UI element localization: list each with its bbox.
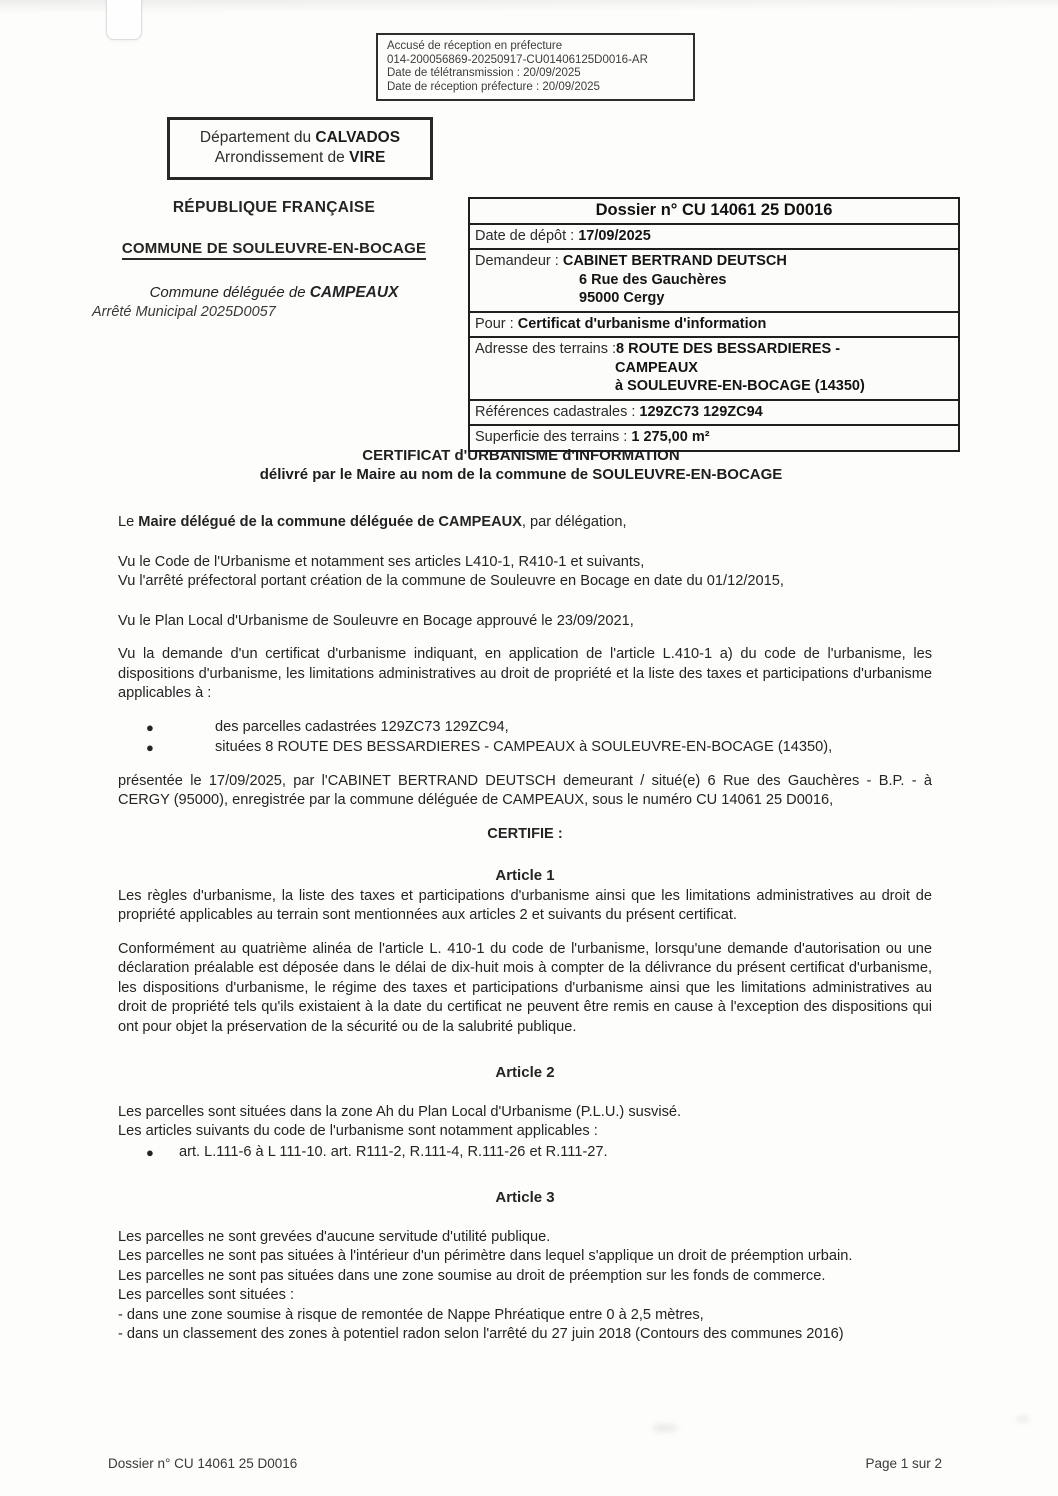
article-3-line-1: Les parcelles ne sont grevées d'aucune servitude d'utilité publique. (118, 1228, 551, 1245)
footer-page-number: Page 1 sur 2 (865, 1456, 942, 1471)
parcel-bullet-list (118, 718, 932, 758)
footer-dossier-number: Dossier n° CU 14061 25 D0016 (108, 1456, 298, 1471)
dossier-row-superficie: Superficie des terrains : 1 275,00 m² (475, 429, 710, 445)
arrondissement-line: Arrondissement de VIRE (214, 149, 386, 166)
commune-title: COMMUNE DE SOULEUVRE-EN-BOCAGE (86, 240, 462, 257)
scan-edge-artifact (0, 0, 1058, 14)
page-footer (108, 1456, 942, 1471)
prefecture-reception-stamp (376, 33, 695, 101)
scan-tab-artifact (106, 0, 142, 40)
title-line-2: délivré par le Maire au nom de la commune de SOULEUVRE-EN-BOCAGE (259, 466, 783, 483)
bullet-item (118, 718, 932, 738)
conformement-paragraph: Conformément au quatrième alinéa de l'article L. 410-1 du code de l'urbanisme, lorsqu'une demande d'autorisation ou une déclaration préalable est déposée dans le délai de dix-huit mois à compter de la délivrance du présent certificat d'urbanisme, les dispositions d'urbanisme, le régime des taxes et participations d'urbanisme ainsi que les limitations administratives au droit de propriété tels qu'ils existaient à la date du certificat ne peuvent être remis en cause à l'exception des dispositions qui ont pour objet la préservation de la sécurité ou de la salubrité publique. (118, 940, 932, 1035)
dossier-number-header: Dossier n° CU 14061 25 D0016 (470, 199, 958, 225)
bullet-item (118, 738, 932, 758)
dossier-row-pour: Pour : Certificat d'urbanisme d'information (470, 313, 958, 339)
article-2-line-1: Les parcelles sont situées dans la zone Ah du Plan Local d'Urbanisme (P.L.U.) susvisé. (118, 1103, 682, 1120)
republique-title: RÉPUBLIQUE FRANÇAISE (172, 199, 376, 216)
article-2-heading: Article 2 (495, 1064, 555, 1081)
certifie-heading: CERTIFIE : (487, 825, 563, 842)
left-header-column (86, 199, 462, 320)
vu-paragraph-4: Vu la demande d'un certificat d'urbanisme indiquant, en application de l'article L.410-1 a) du code de l'urbanisme, les dispositions d'urbanisme, les limitations administratives au droit de propriété et la liste des taxes et participations d'urbanisme applicables à : (118, 646, 932, 701)
reception-line: Date de télétransmission : 20/09/2025 (387, 67, 581, 80)
dossier-table (468, 197, 960, 452)
article-1-heading: Article 1 (495, 867, 555, 884)
dossier-row-demandeur: Demandeur : CABINET BERTRAND DEUTSCH 6 Rue des Gauchères 95000 Cergy (470, 250, 958, 313)
title-line-1: CERTIFICAT d'URBANISME d'INFORMATION (362, 447, 680, 464)
vu-paragraph-2: Vu l'arrêté préfectoral portant création de la commune de Souleuvre en Bocage en date du 01/12/2015, (118, 573, 784, 589)
reception-line: Date de réception préfecture : 20/09/2025 (387, 80, 600, 93)
dossier-row-adresse: Adresse des terrains :8 ROUTE DES BESSARDIERES - CAMPEAUX à SOULEUVRE-EN-BOCAGE (14350) (470, 338, 958, 401)
article-3-heading: Article 3 (495, 1189, 555, 1206)
scan-smudge (1016, 1416, 1030, 1422)
vu-paragraph-1: Vu le Code de l'Urbanisme et notamment ses articles L410-1, R410-1 et suivants, (118, 553, 645, 570)
department-box (167, 117, 433, 180)
bullet-text: des parcelles cadastrées 129ZC73 129ZC94, (215, 718, 509, 735)
reception-reference: 014-200056869-20250917-CU01406125D0016-AR (387, 53, 648, 66)
scan-smudge (652, 1424, 678, 1432)
commune-deleguee-line: Commune déléguée de CAMPEAUX (149, 284, 399, 301)
department-line: Département du CALVADOS (199, 129, 401, 146)
article-3-line-4: Les parcelles sont situées : (118, 1287, 295, 1303)
dossier-row-cadastre: Références cadastrales : 129ZC73 129ZC94 (470, 401, 958, 427)
article-3-line-6: - dans un classement des zones à potentiel radon selon l'arrêté du 27 juin 2018 (Contours des communes 2016) (118, 1326, 844, 1342)
article-2-line-2: Les articles suivants du code de l'urbanisme sont notamment applicables : (118, 1123, 598, 1139)
reception-line: Accusé de réception en préfecture (387, 40, 563, 52)
bullet-icon: ● (146, 740, 154, 755)
article-3-line-2: Les parcelles ne sont pas situées à l'intérieur d'un périmètre dans lequel s'applique un droit de préemption urbain. (118, 1248, 853, 1264)
maire-line: Le Maire délégué de la commune déléguée de CAMPEAUX, par délégation, (118, 514, 627, 530)
document-body (118, 513, 932, 1345)
bullet-text: art. L.111-6 à L 111-10. art. R111-2, R.111-4, R.111-26 et R.111-27. (179, 1143, 608, 1160)
article-1-text: Les règles d'urbanisme, la liste des taxes et participations d'urbanisme ainsi que les limitations administratives au droit de propriété applicables au terrain sont mentionnées aux articles 2 et suivants du présent certificat. (118, 887, 932, 923)
article-3-line-5: - dans une zone soumise à risque de remontée de Nappe Phréatique entre 0 à 2,5 mètres, (118, 1306, 704, 1323)
dossier-row-depot: Date de dépôt : 17/09/2025 (470, 225, 958, 251)
presentee-paragraph: présentée le 17/09/2025, par l'CABINET BERTRAND DEUTSCH demeurant / situé(e) 6 Rue des Gauchères - B.P. - à CERGY (95000), enregistrée par la commune déléguée de CAMPEAUX, sous le numéro CU 14061 25 D0016, (118, 772, 932, 808)
bullet-text: situées 8 ROUTE DES BESSARDIERES - CAMPEAUX à SOULEUVRE-EN-BOCAGE (14350), (215, 739, 833, 755)
vu-paragraph-3: Vu le Plan Local d'Urbanisme de Souleuvre en Bocage approuvé le 23/09/2021, (118, 612, 634, 629)
bullet-icon: ● (146, 1144, 154, 1160)
article-3-line-3: Les parcelles ne sont pas situées dans une zone soumise au droit de préemption sur les fonds de commerce. (118, 1267, 826, 1284)
bullet-icon: ● (146, 719, 154, 735)
article-2-bullet (118, 1143, 932, 1163)
document-title (0, 446, 1042, 484)
arrete-municipal-line: Arrêté Municipal 2025D0057 (92, 304, 276, 320)
